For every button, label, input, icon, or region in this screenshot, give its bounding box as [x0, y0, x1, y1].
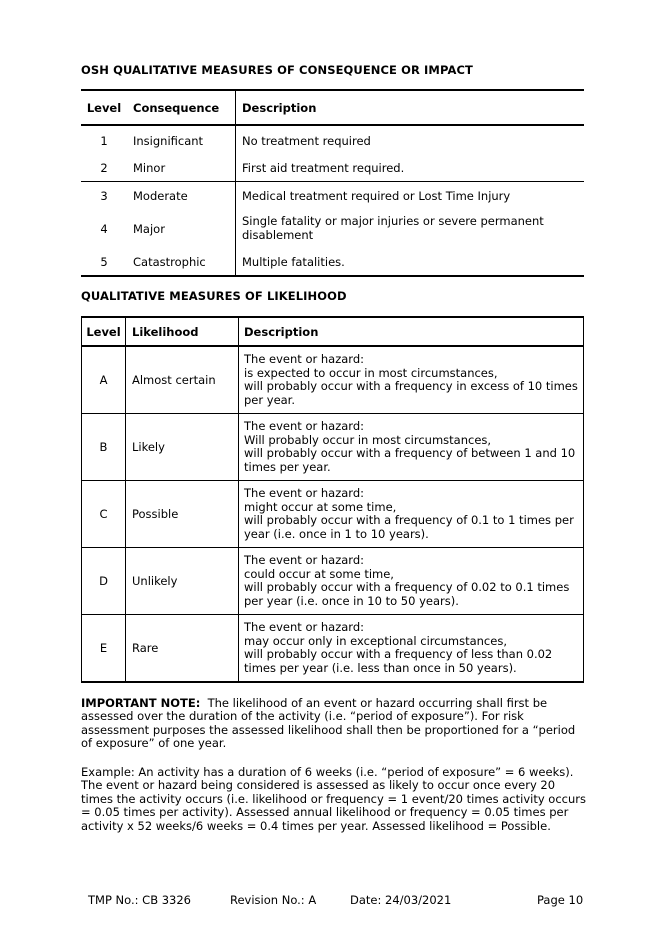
likelihood-table [81, 316, 584, 683]
consequence-cell: Insignificant [127, 125, 236, 154]
description-line: The event or hazard: [244, 486, 364, 500]
table-row [81, 154, 584, 182]
column-header-level: Level [82, 317, 126, 346]
level-cell: 5 [100, 254, 108, 269]
description-line: could occur at some time, [244, 566, 394, 581]
column-header-description: Description [236, 90, 585, 125]
likelihood-cell: Rare [126, 615, 239, 683]
table-row [81, 248, 584, 276]
description-line: The event or hazard: [244, 620, 364, 634]
likelihood-cell: Likely [126, 414, 239, 481]
consequence-cell: Minor [127, 154, 236, 182]
level-cell: 4 [100, 221, 108, 236]
table-row [82, 414, 584, 481]
likelihood-cell: Unlikely [126, 548, 239, 615]
description-line: might occur at some time, [244, 499, 397, 514]
description-line: will probably occur with a frequency of less than 0.02 times per year (i.e. less than once in 50 years). [244, 647, 553, 675]
description-cell: No treatment required [242, 133, 371, 148]
column-header-level: Level [81, 90, 127, 125]
example-paragraph: Example: An activity has a duration of 6 weeks (i.e. “period of exposure” = 6 weeks). The event or hazard being considered is assessed as likely to occur once every 20 times the activity occurs (i.e. likelihood or frequency = 1 event/20 times activity occurs = 0.05 times per activity). Assessed annual likelihood or frequency = 0.05 times per activity x 52 weeks/6 weeks = 0.4 times per year. Assessed likelihood = Possible. [81, 765, 586, 833]
table-header-row [82, 317, 584, 346]
table-row [82, 346, 584, 414]
table-row [82, 548, 584, 615]
important-note-text: The likelihood of an event or hazard occurring shall first be assessed over the duration of the activity (i.e. “period of exposure”). For risk assessment purposes the assessed likelihood shall then be proportioned for a “period of exposure” of one year. [81, 696, 576, 751]
column-header-likelihood: Likelihood [126, 317, 239, 346]
description-line: will probably occur with a frequency of between 1 and 10 times per year. [244, 446, 576, 474]
description-line: The event or hazard: [244, 553, 364, 567]
description-line: may occur only in exceptional circumstances, [244, 633, 507, 648]
table-row [81, 182, 584, 210]
description-cell: First aid treatment required. [242, 160, 405, 175]
level-cell: 2 [100, 160, 108, 175]
level-cell: D [82, 548, 126, 615]
likelihood-heading: QUALITATIVE MEASURES OF LIKELIHOOD [81, 289, 347, 303]
description-cell: Multiple fatalities. [242, 254, 345, 269]
table-row [82, 615, 584, 683]
description-cell [239, 481, 584, 548]
description-line: is expected to occur in most circumstances, [244, 365, 498, 380]
level-cell: B [82, 414, 126, 481]
important-note-label: IMPORTANT NOTE: [81, 696, 201, 710]
description-cell [239, 414, 584, 481]
footer-page-number: Page 10 [537, 893, 584, 907]
footer-tmp-number: TMP No.: CB 3326 [88, 893, 192, 907]
consequence-table [81, 89, 584, 277]
level-cell: E [82, 615, 126, 683]
description-line: will probably occur with a frequency of 0.1 to 1 times per year (i.e. once in 1 to 10 years). [244, 513, 574, 541]
likelihood-cell: Possible [126, 481, 239, 548]
footer-revision: Revision No.: A [230, 893, 317, 907]
table-row [82, 481, 584, 548]
description-cell: Medical treatment required or Lost Time Injury [236, 182, 585, 210]
consequence-cell: Moderate [127, 182, 236, 210]
description-line: will probably occur with a frequency of 0.02 to 0.1 times per year (i.e. once in 10 to 50 years). [244, 580, 570, 608]
consequence-heading: OSH QUALITATIVE MEASURES OF CONSEQUENCE OR IMPACT [81, 63, 473, 77]
description-cell: Single fatality or major injuries or severe permanent disablement [242, 214, 544, 242]
likelihood-cell: Almost certain [126, 346, 239, 414]
description-cell [239, 548, 584, 615]
important-note [81, 697, 586, 751]
consequence-cell: Catastrophic [127, 248, 236, 276]
level-cell: 1 [100, 133, 108, 148]
table-header-row [81, 90, 584, 125]
description-line: Will probably occur in most circumstances, [244, 432, 492, 447]
consequence-cell: Major [127, 209, 236, 248]
column-header-consequence: Consequence [127, 90, 236, 125]
level-cell: C [82, 481, 126, 548]
description-cell [239, 346, 584, 414]
level-cell: A [82, 346, 126, 414]
description-line: The event or hazard: [244, 352, 364, 366]
level-cell: 3 [81, 182, 127, 210]
table-row [81, 209, 584, 248]
column-header-description: Description [239, 317, 584, 346]
description-line: will probably occur with a frequency in excess of 10 times per year. [244, 379, 578, 407]
description-line: The event or hazard: [244, 419, 364, 433]
footer-date: Date: 24/03/2021 [350, 893, 452, 907]
table-row [81, 125, 584, 154]
description-cell [239, 615, 584, 683]
